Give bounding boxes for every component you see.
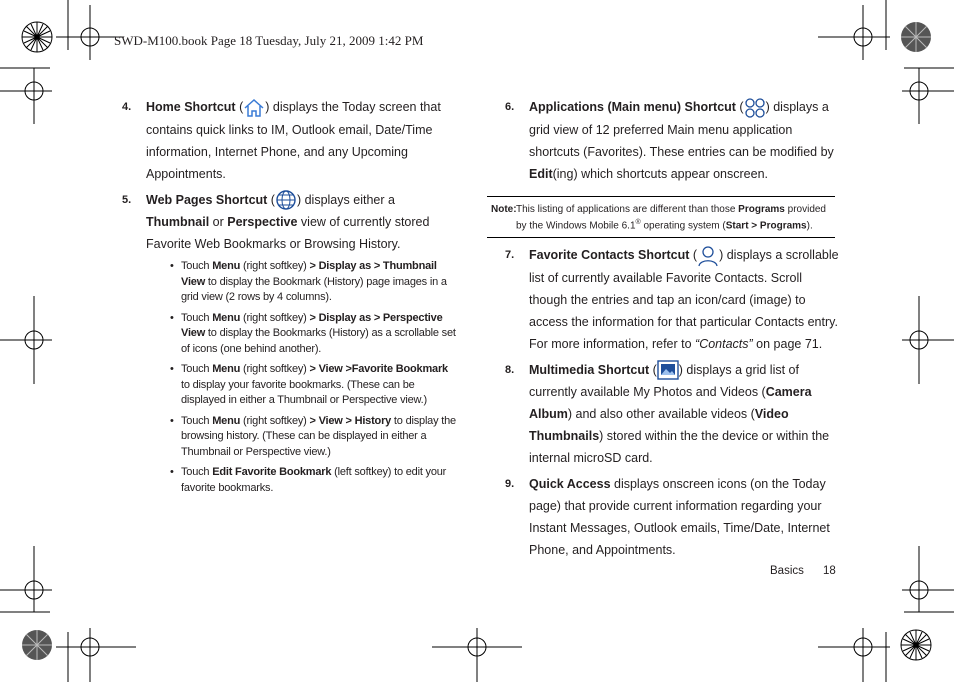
crosshair-icon: [902, 296, 954, 384]
bullet-item: • Touch Menu (right softkey) > View >Favorite Bookmark to display your favorite bookmarks. (These can be displayed in either a Thumbnail or Perspective view.): [170, 362, 457, 409]
crosshair-icon: [0, 296, 52, 384]
crosshair-icon: [902, 68, 954, 124]
item-title: Applications (Main menu) Shortcut: [529, 100, 736, 114]
crosshair-icon: [432, 628, 522, 682]
bullet-item: • Touch Menu (right softkey) > Display as > Thumbnail View to display the Bookmark (History) page images in a grid view (2 rows by 4 columns).: [170, 259, 457, 306]
apps-grid-icon: [744, 97, 766, 119]
item-title: Quick Access: [529, 477, 611, 492]
item-title: Multimedia Shortcut: [529, 362, 650, 377]
list-item-applications-shortcut: 6. Applications (Main menu) Shortcut ( ) displays a grid view of 12 preferred Main menu application shortcuts (Favorites). These entries can be modified by Edit(ing) which shortcuts appear onscreen.: [505, 96, 840, 185]
halftone-target-icon: [901, 22, 931, 52]
crosshair-icon: [818, 5, 890, 60]
contact-icon: [697, 245, 719, 267]
left-column: [122, 96, 457, 501]
list-item-quick-access: 9. Quick Access displays onscreen icons (on the Today page) that provide current information regarding your Instant Messages, Outlook emails, Time/Date, Internet Phone, and Appointments.: [505, 477, 830, 558]
list-item-favorite-contacts-shortcut: 7. Favorite Contacts Shortcut ( ) displays a scrollable list of currently available Favorite Contacts. Scroll though the entries and tap an icon/card (image) to access the information for that particular Contacts entry. For more information, refer to “Contacts” on page 71.: [505, 244, 840, 355]
page-header: SWD-M100.book Page 18 Tuesday, July 21, 2009 1:42 PM: [114, 33, 424, 48]
crosshair-icon: [0, 546, 52, 612]
note-box: Note: This listing of applications are different than those Programs provided by the Windows Mobile 6.1® operating system (Start > Programs).: [487, 196, 835, 238]
home-icon: [243, 97, 265, 119]
item-title: Favorite Contacts Shortcut: [529, 248, 690, 262]
right-column-lower: [505, 244, 840, 565]
page-number: 18: [823, 565, 836, 577]
picture-icon: [657, 359, 679, 381]
crosshair-icon: [902, 546, 954, 612]
halftone-target-icon: [22, 630, 52, 660]
bullet-item: • Touch Edit Favorite Bookmark (left softkey) to edit your favorite bookmarks.: [170, 465, 457, 496]
right-column: [505, 96, 840, 189]
starburst-icon: [901, 630, 931, 660]
starburst-icon: [22, 22, 52, 52]
list-item-multimedia-shortcut: 8. Multimedia Shortcut ( ) displays a grid list of currently available My Photos and Videos (Camera Album) and also other available videos (Video Thumbnails) stored within the the device or within the internal microSD card.: [505, 359, 840, 470]
item-title: Home Shortcut: [146, 100, 236, 114]
footer-section: Basics: [770, 565, 804, 577]
bullet-item: • Touch Menu (right softkey) > View > History to display the browsing history. (These can be displayed in either a Thumbnail or Perspective view.): [170, 414, 457, 461]
item-title: Web Pages Shortcut: [146, 192, 268, 207]
crosshair-icon: [818, 628, 890, 682]
globe-icon: [275, 189, 297, 211]
bullet-item: • Touch Menu (right softkey) > Display as > Perspective View to display the Bookmarks (History) as a scrollable set of icons (one behind another).: [170, 311, 457, 358]
list-item-home-shortcut: 4. Home Shortcut ( ) displays the Today screen that contains quick links to IM, Outlook email, Date/Time information, Internet Phone, and any Upcoming Appointments.: [122, 96, 457, 185]
list-item-web-pages-shortcut: 5. Web Pages Shortcut ( ) displays either a Thumbnail or Perspective view of currently stored Favorite Web Bookmarks or Browsing History. • Touch Menu (right softkey) > Display as > Thumbnail View to display the Bookmark (History) page images in a grid view (2 rows by 4 columns). • Touch Menu (right softkey) > Display as > Perspective View to display the Bookmarks (History) as a scrollable set of icons (one behind another). • Touch Menu (right softkey) > View >Favorite Bookmark to display your favorite bookmarks. (These can be displayed in either a Thumbnail or Perspective view.) • Touch Menu (right softkey) > View > History to display the browsing history. (These can be displayed in either a Thumbnail or Perspective view.) • Touch Edit Favorite Bookmark (left softkey) to edit your favorite bookmarks.: [122, 189, 457, 497]
bullet-list: [170, 259, 457, 496]
crosshair-icon: [0, 68, 52, 124]
